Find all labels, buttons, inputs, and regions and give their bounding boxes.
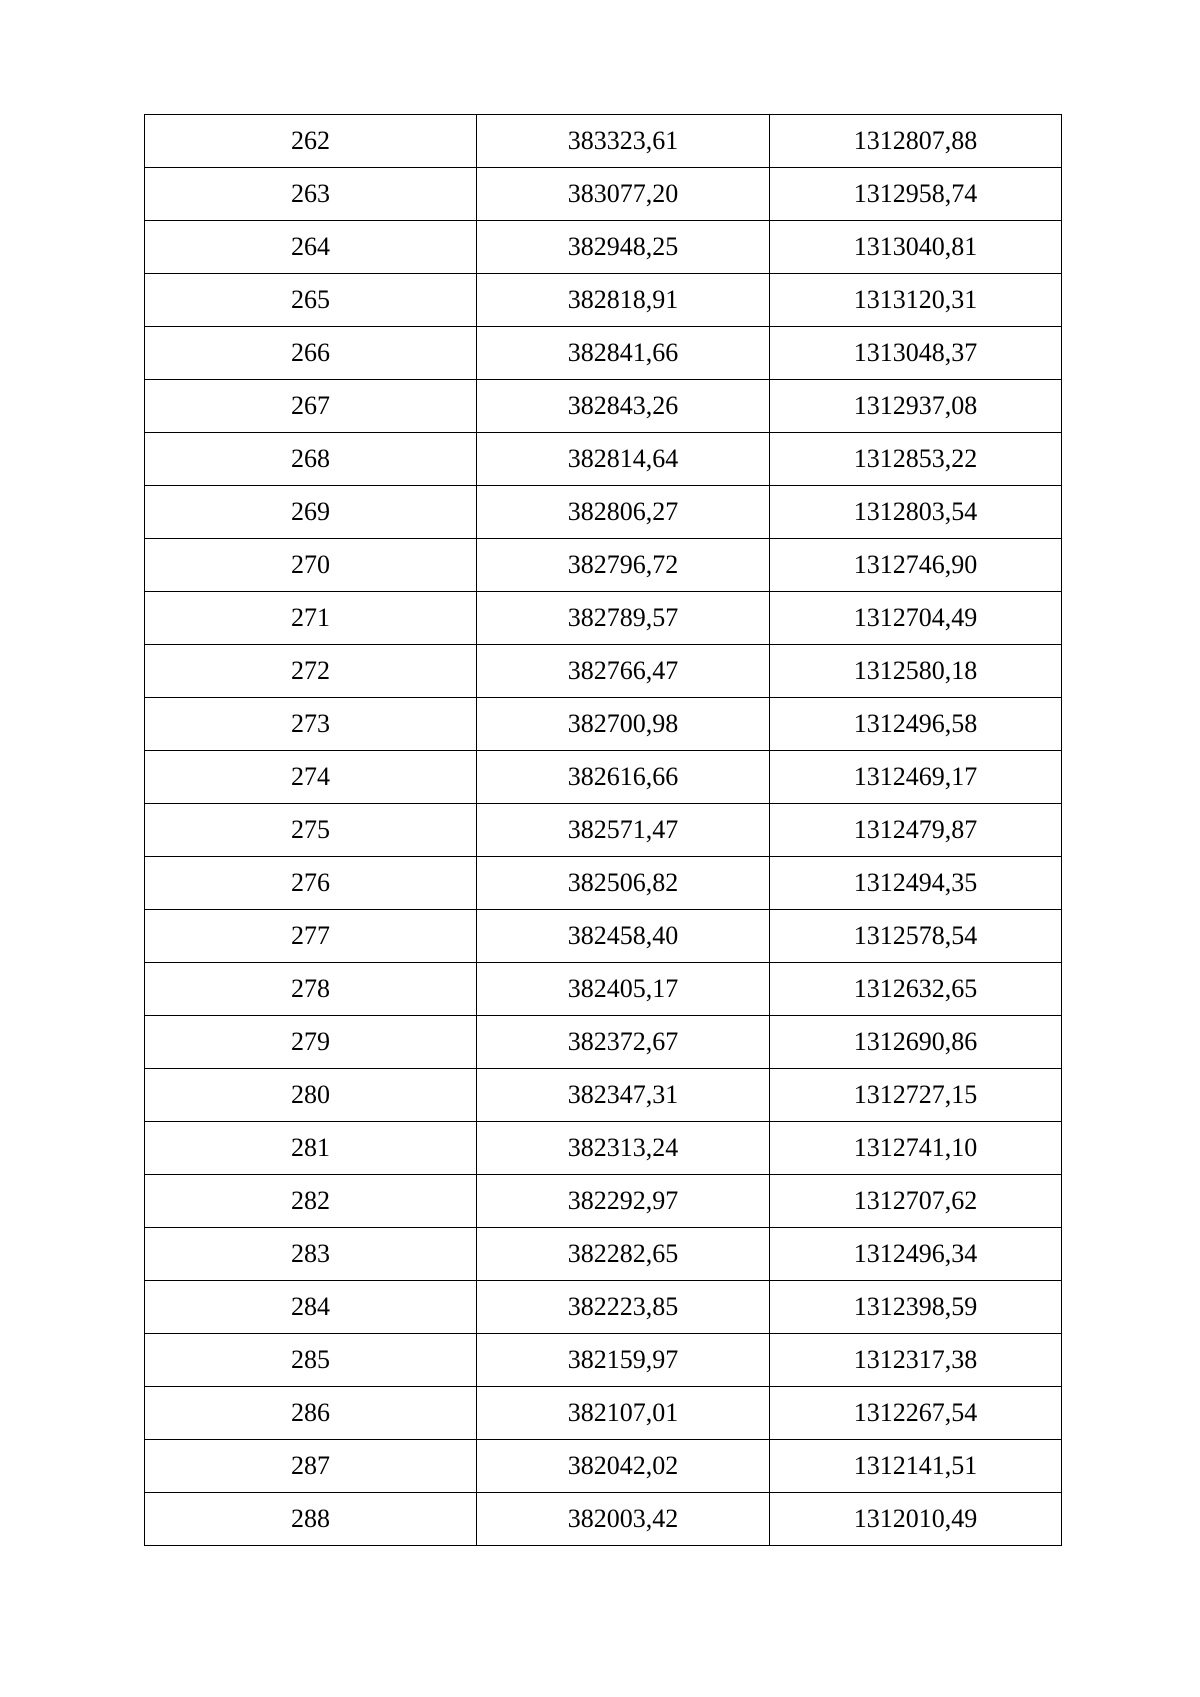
x-coordinate-cell: 383323,61 bbox=[477, 115, 770, 168]
point-number-cell: 281 bbox=[145, 1122, 477, 1175]
x-coordinate-cell: 382806,27 bbox=[477, 486, 770, 539]
y-coordinate-cell: 1312141,51 bbox=[770, 1440, 1062, 1493]
point-number-cell: 272 bbox=[145, 645, 477, 698]
x-coordinate-cell: 382796,72 bbox=[477, 539, 770, 592]
x-coordinate-cell: 383077,20 bbox=[477, 168, 770, 221]
table-row bbox=[145, 433, 1062, 486]
x-coordinate-cell: 382159,97 bbox=[477, 1334, 770, 1387]
y-coordinate-cell: 1312853,22 bbox=[770, 433, 1062, 486]
point-number-cell: 275 bbox=[145, 804, 477, 857]
point-number-cell: 285 bbox=[145, 1334, 477, 1387]
x-coordinate-cell: 382814,64 bbox=[477, 433, 770, 486]
x-coordinate-cell: 382282,65 bbox=[477, 1228, 770, 1281]
table-row bbox=[145, 1069, 1062, 1122]
y-coordinate-cell: 1312746,90 bbox=[770, 539, 1062, 592]
table-row bbox=[145, 645, 1062, 698]
table-row bbox=[145, 1228, 1062, 1281]
x-coordinate-cell: 382372,67 bbox=[477, 1016, 770, 1069]
table-row bbox=[145, 751, 1062, 804]
point-number-cell: 279 bbox=[145, 1016, 477, 1069]
y-coordinate-cell: 1312741,10 bbox=[770, 1122, 1062, 1175]
point-number-cell: 283 bbox=[145, 1228, 477, 1281]
x-coordinate-cell: 382292,97 bbox=[477, 1175, 770, 1228]
point-number-cell: 280 bbox=[145, 1069, 477, 1122]
table-row bbox=[145, 804, 1062, 857]
table-row bbox=[145, 168, 1062, 221]
coordinates-table bbox=[144, 114, 1062, 1546]
y-coordinate-cell: 1313040,81 bbox=[770, 221, 1062, 274]
x-coordinate-cell: 382107,01 bbox=[477, 1387, 770, 1440]
point-number-cell: 278 bbox=[145, 963, 477, 1016]
table-row bbox=[145, 274, 1062, 327]
point-number-cell: 287 bbox=[145, 1440, 477, 1493]
y-coordinate-cell: 1312690,86 bbox=[770, 1016, 1062, 1069]
point-number-cell: 268 bbox=[145, 433, 477, 486]
x-coordinate-cell: 382042,02 bbox=[477, 1440, 770, 1493]
x-coordinate-cell: 382347,31 bbox=[477, 1069, 770, 1122]
x-coordinate-cell: 382313,24 bbox=[477, 1122, 770, 1175]
x-coordinate-cell: 382766,47 bbox=[477, 645, 770, 698]
coordinates-table-body bbox=[145, 115, 1062, 1546]
point-number-cell: 263 bbox=[145, 168, 477, 221]
y-coordinate-cell: 1312707,62 bbox=[770, 1175, 1062, 1228]
point-number-cell: 265 bbox=[145, 274, 477, 327]
table-row bbox=[145, 1122, 1062, 1175]
y-coordinate-cell: 1312010,49 bbox=[770, 1493, 1062, 1546]
table-row bbox=[145, 698, 1062, 751]
table-row bbox=[145, 539, 1062, 592]
y-coordinate-cell: 1312807,88 bbox=[770, 115, 1062, 168]
table-row bbox=[145, 221, 1062, 274]
y-coordinate-cell: 1312398,59 bbox=[770, 1281, 1062, 1334]
point-number-cell: 266 bbox=[145, 327, 477, 380]
x-coordinate-cell: 382003,42 bbox=[477, 1493, 770, 1546]
table-row bbox=[145, 963, 1062, 1016]
y-coordinate-cell: 1312496,34 bbox=[770, 1228, 1062, 1281]
y-coordinate-cell: 1312704,49 bbox=[770, 592, 1062, 645]
y-coordinate-cell: 1312632,65 bbox=[770, 963, 1062, 1016]
x-coordinate-cell: 382506,82 bbox=[477, 857, 770, 910]
y-coordinate-cell: 1312317,38 bbox=[770, 1334, 1062, 1387]
y-coordinate-cell: 1312803,54 bbox=[770, 486, 1062, 539]
x-coordinate-cell: 382458,40 bbox=[477, 910, 770, 963]
table-row bbox=[145, 380, 1062, 433]
y-coordinate-cell: 1313120,31 bbox=[770, 274, 1062, 327]
table-row bbox=[145, 1281, 1062, 1334]
table-row bbox=[145, 857, 1062, 910]
y-coordinate-cell: 1312494,35 bbox=[770, 857, 1062, 910]
table-row bbox=[145, 327, 1062, 380]
x-coordinate-cell: 382700,98 bbox=[477, 698, 770, 751]
y-coordinate-cell: 1312580,18 bbox=[770, 645, 1062, 698]
point-number-cell: 269 bbox=[145, 486, 477, 539]
point-number-cell: 274 bbox=[145, 751, 477, 804]
y-coordinate-cell: 1312479,87 bbox=[770, 804, 1062, 857]
table-row bbox=[145, 592, 1062, 645]
table-row bbox=[145, 1387, 1062, 1440]
y-coordinate-cell: 1312958,74 bbox=[770, 168, 1062, 221]
x-coordinate-cell: 382948,25 bbox=[477, 221, 770, 274]
y-coordinate-cell: 1312496,58 bbox=[770, 698, 1062, 751]
x-coordinate-cell: 382843,26 bbox=[477, 380, 770, 433]
x-coordinate-cell: 382818,91 bbox=[477, 274, 770, 327]
y-coordinate-cell: 1312469,17 bbox=[770, 751, 1062, 804]
x-coordinate-cell: 382616,66 bbox=[477, 751, 770, 804]
table-row bbox=[145, 115, 1062, 168]
y-coordinate-cell: 1313048,37 bbox=[770, 327, 1062, 380]
table-row bbox=[145, 1016, 1062, 1069]
point-number-cell: 270 bbox=[145, 539, 477, 592]
point-number-cell: 282 bbox=[145, 1175, 477, 1228]
point-number-cell: 288 bbox=[145, 1493, 477, 1546]
x-coordinate-cell: 382223,85 bbox=[477, 1281, 770, 1334]
table-row bbox=[145, 1175, 1062, 1228]
point-number-cell: 284 bbox=[145, 1281, 477, 1334]
point-number-cell: 286 bbox=[145, 1387, 477, 1440]
point-number-cell: 264 bbox=[145, 221, 477, 274]
table-row bbox=[145, 1440, 1062, 1493]
table-row bbox=[145, 910, 1062, 963]
point-number-cell: 271 bbox=[145, 592, 477, 645]
x-coordinate-cell: 382571,47 bbox=[477, 804, 770, 857]
y-coordinate-cell: 1312267,54 bbox=[770, 1387, 1062, 1440]
point-number-cell: 262 bbox=[145, 115, 477, 168]
table-row bbox=[145, 1334, 1062, 1387]
y-coordinate-cell: 1312578,54 bbox=[770, 910, 1062, 963]
point-number-cell: 273 bbox=[145, 698, 477, 751]
x-coordinate-cell: 382841,66 bbox=[477, 327, 770, 380]
y-coordinate-cell: 1312937,08 bbox=[770, 380, 1062, 433]
point-number-cell: 277 bbox=[145, 910, 477, 963]
table-row bbox=[145, 1493, 1062, 1546]
x-coordinate-cell: 382789,57 bbox=[477, 592, 770, 645]
point-number-cell: 267 bbox=[145, 380, 477, 433]
table-row bbox=[145, 486, 1062, 539]
point-number-cell: 276 bbox=[145, 857, 477, 910]
x-coordinate-cell: 382405,17 bbox=[477, 963, 770, 1016]
y-coordinate-cell: 1312727,15 bbox=[770, 1069, 1062, 1122]
